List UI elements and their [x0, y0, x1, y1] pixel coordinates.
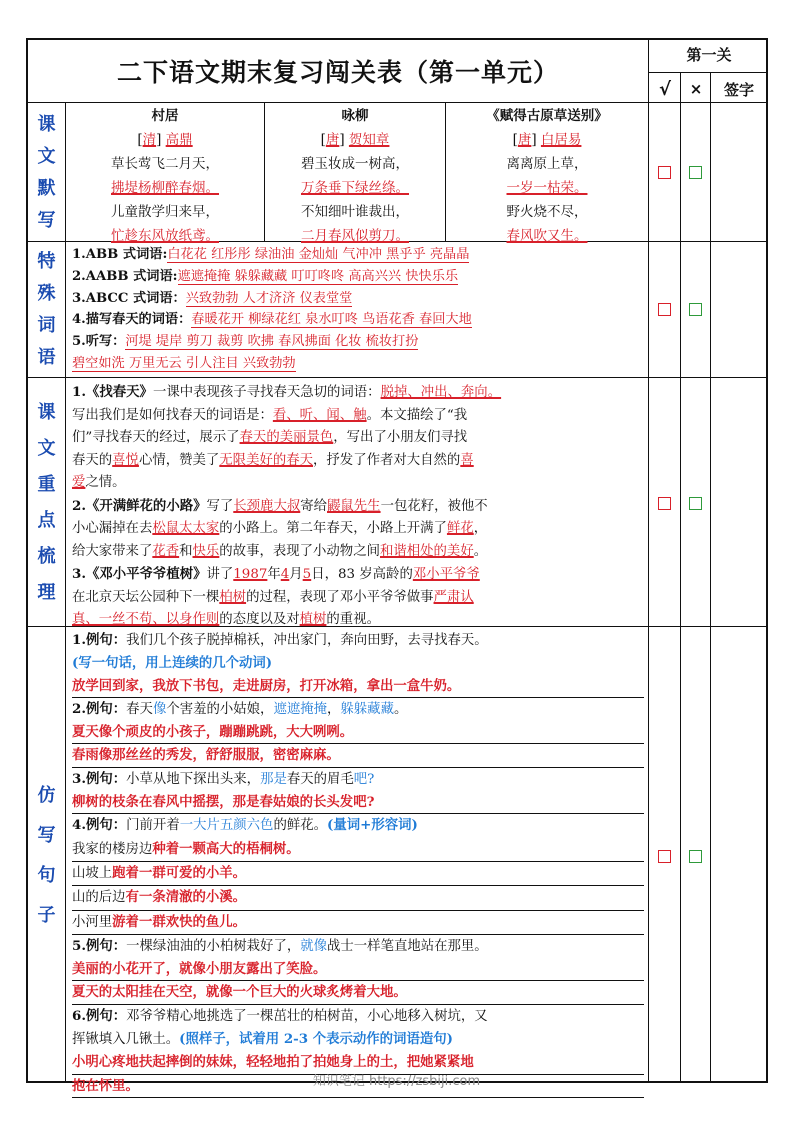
- fail-checkbox[interactable]: [689, 166, 702, 179]
- text: 写出我们是如何找春天的词语是：: [72, 407, 273, 423]
- poem-dynasty: 唐: [325, 132, 340, 148]
- poem-author-line: [清] 高鼎: [137, 132, 193, 148]
- text: 的过程，表现了邓小平爷爷做事: [246, 589, 434, 605]
- answer: 喜: [460, 452, 474, 468]
- text: 。: [473, 543, 488, 559]
- example-text: 。: [393, 701, 408, 717]
- label-char: 点: [37, 509, 56, 531]
- text-line: [72, 814, 644, 837]
- pass-checkbox[interactable]: [658, 303, 671, 316]
- text: 写了: [206, 498, 234, 514]
- answer-line: [72, 886, 644, 910]
- special-words: [72, 244, 644, 375]
- row-label-poems: [28, 104, 65, 241]
- divider: [28, 102, 766, 103]
- answer-line: [72, 862, 644, 886]
- answer: 5: [302, 567, 312, 582]
- answer: 花香: [152, 543, 180, 559]
- example-text: 邓爷爷精心地挑选了一棵茁壮的柏树苗，小心地移入树坑，又: [126, 1008, 488, 1024]
- poem-line: 拂堤杨柳醉春烟。: [111, 180, 219, 196]
- text-line: [72, 381, 644, 405]
- text: ，写出了小朋友们寻找: [333, 430, 468, 445]
- text-line: [72, 495, 644, 519]
- text-line: [72, 541, 644, 564]
- text: ，抒发了作者对大自然的: [313, 452, 461, 468]
- word-value: 春暖花开 柳绿花红 泉水叮咚 鸟语花香 春回大地: [191, 312, 472, 328]
- answer-line: 柳树的枝条在春风中摇摆，那是春姑娘的长头发吧?: [72, 791, 644, 814]
- answer: 真、一丝不苟、以身作则: [72, 612, 220, 627]
- poem-author-line: [唐] 贺知章: [320, 132, 390, 148]
- answer: 喜悦: [112, 452, 139, 468]
- text-line: [72, 472, 644, 495]
- hint-text: (量词+形容词): [327, 817, 418, 834]
- poem-title: 《赋得古原草送别》: [486, 108, 608, 124]
- answer: 邓小平爷爷: [412, 567, 480, 582]
- example-label: 3.例句：: [72, 770, 127, 787]
- example-text: 一棵绿油油的小柏树栽好了，: [126, 938, 301, 954]
- row-label-key-points: [28, 379, 65, 626]
- answer-line: 春雨像那丝丝的秀发，舒舒服服，密密麻麻。: [72, 744, 644, 767]
- example-keyword: 像: [152, 701, 167, 717]
- label-char: 语: [37, 347, 56, 368]
- signature-column-header: 签字: [723, 80, 754, 99]
- example-text: 门前开着: [126, 818, 180, 834]
- example-text: 我们几个孩子脱掉棉袄，冲出家门，奔向田野，去寻找春天。: [126, 633, 488, 648]
- text-line: [72, 563, 644, 587]
- word-line: [72, 244, 644, 266]
- fail-checkbox[interactable]: [689, 850, 702, 863]
- label-char: 殊: [37, 283, 56, 304]
- fail-checkbox[interactable]: [689, 303, 702, 316]
- pass-checkbox[interactable]: [658, 497, 671, 510]
- example-text: 山坡上: [72, 865, 113, 881]
- example-text: 春天: [126, 701, 153, 717]
- example-label: 4.例句：: [72, 817, 127, 834]
- word-label: 5.听写：: [72, 334, 126, 350]
- text: 寄给: [300, 498, 328, 514]
- text: 春天的: [72, 452, 113, 468]
- text: 月: [289, 567, 303, 582]
- answer-line: 夏天的太阳挂在天空，就像一个巨大的火球炙烤着大地。: [72, 981, 644, 1004]
- poem-line: 儿童散学归来早，: [111, 204, 219, 220]
- pass-column-header: √: [658, 78, 671, 100]
- example-keyword: 就像: [300, 938, 328, 954]
- text: 讲了: [206, 567, 234, 582]
- example-label: 2.例句：: [72, 700, 127, 717]
- text: 们”寻找春天的经过，展示了: [72, 430, 240, 445]
- poem-line: 忙趁东风放纸鸢。: [111, 228, 219, 244]
- text: 一包花籽，被他不: [380, 498, 488, 514]
- text-line: [72, 1028, 644, 1051]
- answer-line: 夏天像个顽皮的小孩子，蹦蹦跳跳，大大咧咧。: [72, 721, 644, 744]
- answer: 植树: [299, 612, 327, 627]
- poem-author: 贺知章: [348, 132, 390, 148]
- poem-line: 草长莺飞二月天，: [111, 156, 219, 172]
- divider: [680, 72, 681, 1083]
- answer: 松鼠太太家: [152, 521, 220, 536]
- answer-text: 有一条清澈的小溪。: [125, 889, 247, 906]
- example-keyword: 躲躲藏藏: [340, 701, 394, 717]
- page-title: 二下语文期末复习闯关表（第一单元）: [116, 58, 559, 87]
- text: 给大家带来了: [72, 543, 153, 559]
- answer-line: 美丽的小花开了，就像小朋友露出了笑脸。: [72, 958, 644, 981]
- poem-dynasty: 唐: [517, 132, 532, 148]
- text: 心情，赞美了: [138, 452, 220, 468]
- text: 的态度以及对: [219, 612, 300, 627]
- poem-card: [265, 104, 445, 248]
- example-text: 山的后边: [72, 890, 126, 906]
- label-char: 写: [37, 209, 56, 231]
- word-label: 4.描写春天的词语：: [72, 312, 192, 328]
- example-text: 个害羞的小姑娘，: [166, 701, 274, 717]
- text: 一课中表现孩子寻找春天急切的词语：: [152, 385, 381, 400]
- answer: 鲜花: [446, 521, 474, 536]
- answer: 鼹鼠先生: [327, 498, 381, 514]
- example-keyword: 遮遮掩掩: [273, 701, 328, 717]
- poem-author: 白居易: [540, 132, 582, 148]
- answer: 严肃认: [433, 589, 474, 605]
- example-text: 我家的楼房边: [72, 841, 153, 857]
- label-char: 课: [37, 401, 56, 423]
- text-line: [72, 1005, 644, 1028]
- example-text: ，: [327, 701, 341, 717]
- fail-checkbox[interactable]: [689, 497, 702, 510]
- answer: 4: [280, 567, 290, 582]
- text: 小心漏掉在去: [72, 521, 153, 536]
- poem-line: 春风吹又生。: [506, 228, 588, 244]
- key-points: [72, 381, 644, 632]
- word-value: 白花花 红彤彤 绿油油 金灿灿 气冲冲 黑乎乎 亮晶晶: [167, 247, 470, 262]
- row-label-words: [28, 243, 65, 377]
- pass-checkbox[interactable]: [658, 850, 671, 863]
- text: ，: [473, 521, 488, 536]
- text: 的故事，表现了小动物之间: [219, 543, 380, 559]
- answer: 长颈鹿大叔: [233, 498, 301, 514]
- text: 在北京天坛公园种下一棵: [72, 589, 220, 605]
- answer: 看、听、闻、触: [272, 407, 367, 423]
- answer-line: 放学回到家，我放下书包，走进厨房，打开冰箱，拿出一盒牛奶。: [72, 675, 644, 698]
- answer: 柏树: [219, 589, 247, 605]
- text: 和: [179, 543, 193, 559]
- text-line: [72, 518, 644, 541]
- word-line: [72, 331, 644, 353]
- label-char: 重: [37, 473, 56, 495]
- divider: [28, 377, 766, 378]
- text-line: [72, 587, 644, 610]
- label-char: 句: [37, 864, 56, 886]
- text: 日，83 岁高龄的: [311, 567, 413, 582]
- hint-line: (写一句话，用上连续的几个动词): [72, 655, 273, 672]
- pass-checkbox[interactable]: [658, 166, 671, 179]
- answer: 爱: [72, 475, 86, 490]
- poem-line: 野火烧不尽，: [506, 204, 588, 220]
- answer-line: [72, 911, 644, 935]
- poem-line: 碧玉妆成一树高，: [301, 156, 409, 172]
- answer-text: 种着一颗高大的梧桐树。: [152, 840, 300, 857]
- text-line: [72, 629, 644, 652]
- example-text: 春天的眉毛: [286, 771, 354, 787]
- label-char: 子: [37, 904, 56, 926]
- answer: 春天的美丽景色: [239, 430, 334, 445]
- divider: [710, 72, 711, 1083]
- text-line: [72, 768, 644, 791]
- example-text: 战士一样笔直地站在那里。: [327, 938, 488, 954]
- example-label: 1.例句：: [72, 632, 127, 648]
- word-value: 碧空如洗 万里无云 引人注目 兴致勃勃: [72, 355, 296, 371]
- poem-title: 村居: [151, 108, 179, 124]
- answer: 快乐: [192, 543, 220, 559]
- label-char: 仿: [37, 784, 56, 806]
- answer-line: [72, 838, 644, 862]
- word-value: 兴致勃勃 人才济济 仪表堂堂: [185, 290, 353, 306]
- text: 。本文描绘了“我: [366, 407, 468, 423]
- label-char: 默: [37, 177, 56, 199]
- hint-text: (照样子，试着用 2-3 个表示动作的词语造句): [179, 1031, 453, 1048]
- example-text: 小河里: [72, 914, 113, 930]
- poem-author-line: [唐] 白居易: [512, 132, 582, 148]
- label-char: 文: [37, 437, 56, 459]
- watermark: 知识笔记 https://zsbiji.com: [312, 1074, 481, 1089]
- example-text: 的鲜花。: [273, 818, 328, 834]
- word-label: 2.AABB 式词语:: [72, 268, 178, 284]
- example-label: 5.例句：: [72, 937, 127, 954]
- answer: 和谐相处的美好: [379, 543, 474, 559]
- poem-line: 一岁一枯荣。: [506, 180, 588, 196]
- example-label: 6.例句：: [72, 1007, 127, 1024]
- example-text: 小草从地下探出头来，: [126, 771, 261, 787]
- label-char: 特: [37, 251, 56, 272]
- poem-line: 离离原上草，: [506, 156, 588, 172]
- text-line: [72, 427, 644, 450]
- text: 的重视。: [326, 612, 380, 627]
- example-keyword: 吧?: [353, 771, 375, 787]
- divider: [648, 40, 649, 1083]
- text: 的小路上。第二年春天，小路上开满了: [219, 521, 447, 536]
- text: 年: [267, 567, 281, 582]
- lesson-title: 2.《开满鲜花的小路》: [72, 497, 207, 514]
- example-text: 挥锹填入几锹土。: [72, 1032, 180, 1048]
- word-line: [72, 353, 644, 375]
- answer-line: 抱在怀里。: [72, 1075, 644, 1098]
- word-value: 河堤 堤岸 剪刀 裁剪 吹拂 春风拂面 化妆 梳妆打扮: [125, 334, 419, 350]
- poem-line: 不知细叶谁裁出，: [301, 204, 409, 220]
- poem-title: 咏柳: [341, 108, 369, 124]
- divider: [65, 102, 66, 1083]
- lesson-title: 1.《找春天》: [72, 384, 153, 400]
- example-keyword: 那是: [260, 771, 287, 787]
- word-label: 3.ABCC 式词语：: [72, 290, 186, 306]
- answer: 无限美好的春天: [219, 452, 314, 468]
- answer-line: 小明心疼地扶起摔倒的妹妹，轻轻地拍了拍她身上的土，把她紧紧地: [72, 1051, 644, 1074]
- label-char: 写: [37, 824, 56, 846]
- answer-text: 跑着一群可爱的小羊。: [112, 864, 247, 881]
- imitation-sentences: [72, 629, 644, 1098]
- poem-line: 二月春风似剪刀。: [301, 228, 409, 244]
- answer-text: 游着一群欢快的鱼儿。: [112, 913, 247, 930]
- poem-author: 高鼎: [165, 132, 193, 148]
- divider: [648, 72, 766, 73]
- answer: 1987: [233, 567, 268, 582]
- text-line: [72, 698, 644, 721]
- word-label: 1.ABB 式词语:: [72, 247, 168, 262]
- review-sheet: [26, 38, 768, 1094]
- text-line: [72, 935, 644, 958]
- text-line: [72, 450, 644, 473]
- poem-card: [446, 104, 648, 248]
- label-char: 梳: [37, 545, 56, 567]
- label-char: 词: [37, 315, 56, 336]
- word-line: [72, 266, 644, 288]
- label-char: 理: [37, 581, 56, 603]
- level-header: 第一关: [686, 46, 732, 64]
- word-line: [72, 288, 644, 310]
- fail-column-header: ×: [689, 80, 703, 98]
- poem-dynasty: 清: [142, 132, 157, 148]
- label-char: 课: [37, 113, 56, 135]
- poem-line: 万条垂下绿丝绦。: [301, 180, 409, 196]
- lesson-title: 3.《邓小平爷爷植树》: [72, 566, 207, 582]
- text-line: [72, 405, 644, 428]
- word-value: 遮遮掩掩 躲躲藏藏 叮叮咚咚 高高兴兴 快快乐乐: [177, 268, 459, 284]
- answer: 脱掉、冲出、奔向。: [380, 385, 502, 400]
- word-line: [72, 309, 644, 331]
- text: 之情。: [85, 475, 126, 490]
- example-keyword: 一大片五颜六色: [179, 818, 274, 834]
- poem-card: [66, 104, 264, 248]
- row-label-sentences: [28, 628, 65, 1083]
- label-char: 文: [37, 145, 56, 167]
